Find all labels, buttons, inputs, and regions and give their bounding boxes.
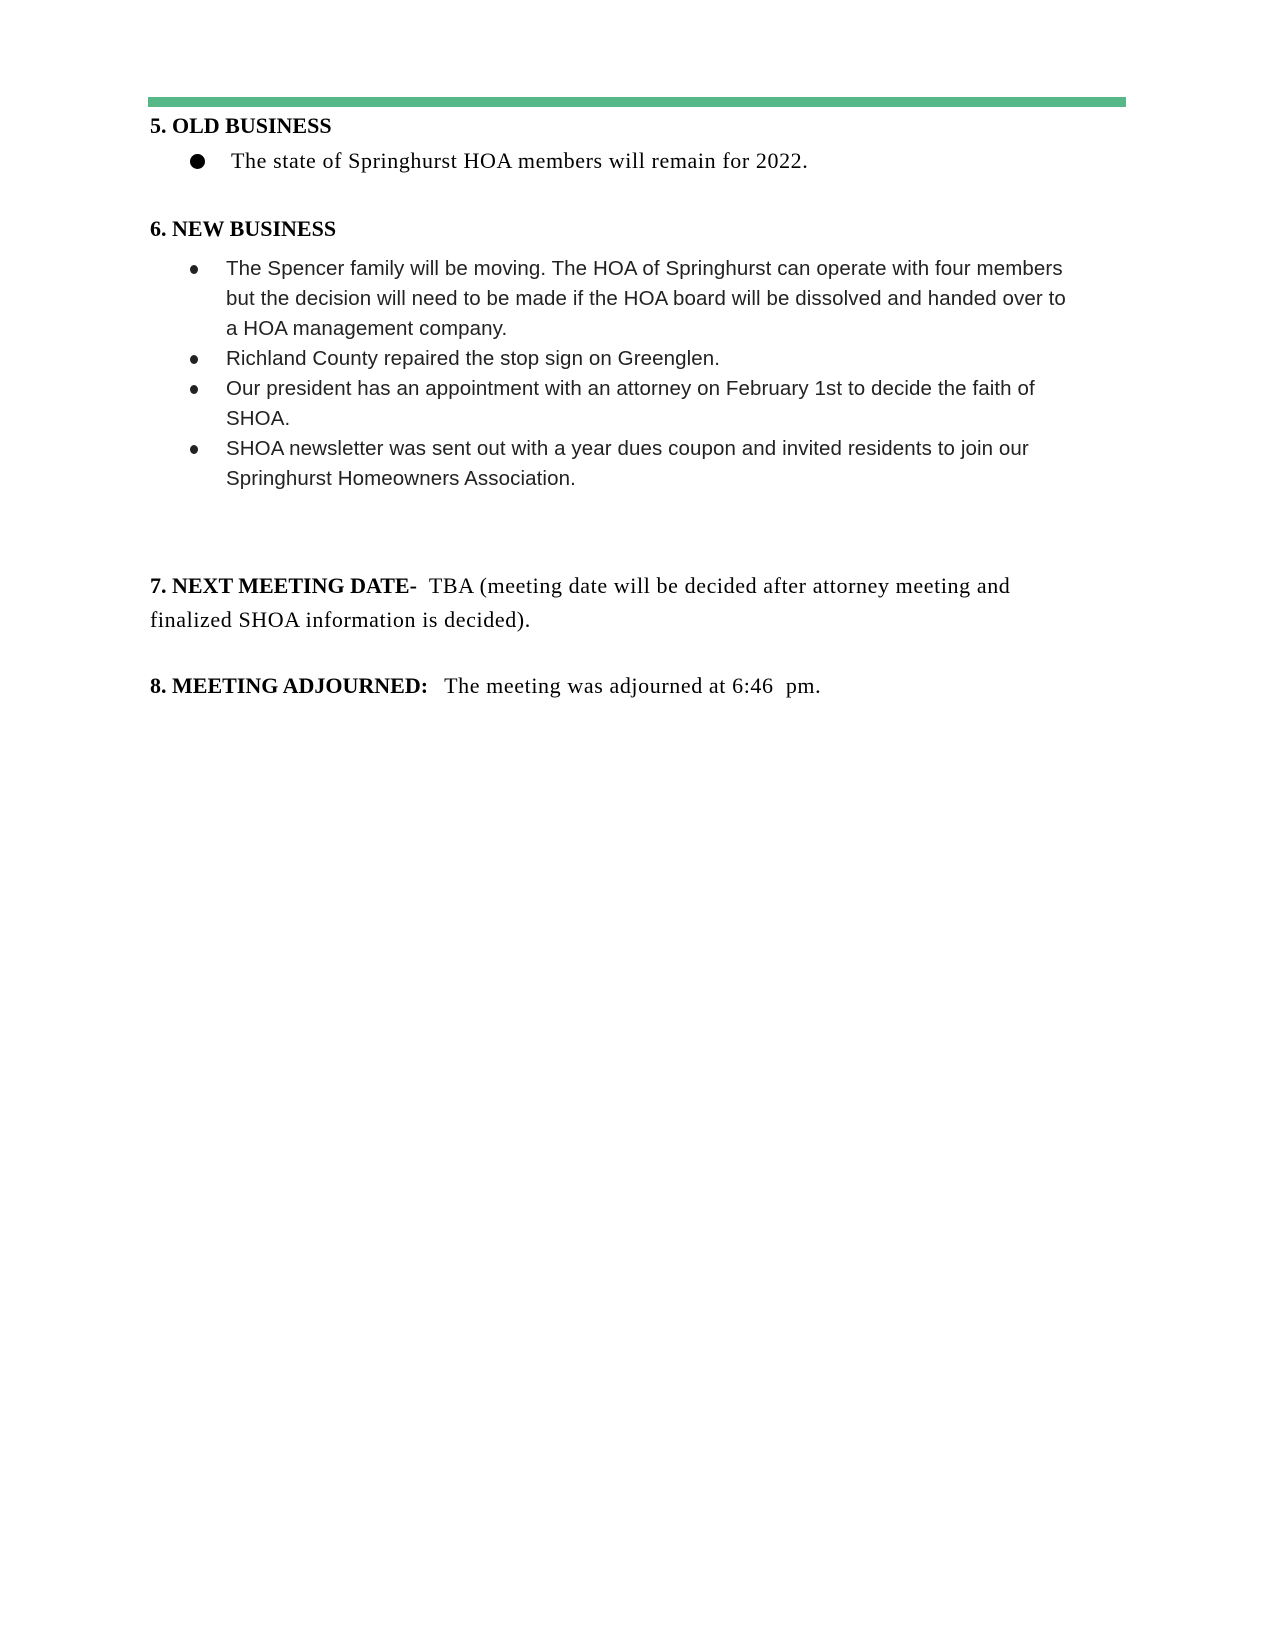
new-business-item-4-line-2: Springhurst Homeowners Association. <box>226 467 576 490</box>
section-divider-rule <box>148 97 1126 107</box>
adjourned-text: The meeting was adjourned at 6:46 pm. <box>444 673 822 698</box>
new-business-item-2-line-1: Richland County repaired the stop sign on Greenglen. <box>226 347 721 370</box>
next-meeting-line-1 <box>150 573 1010 599</box>
next-meeting-label: 7. NEXT MEETING DATE- <box>150 573 417 598</box>
adjourned-line <box>150 673 821 699</box>
adjourned-label: 8. MEETING ADJOURNED: <box>150 673 429 698</box>
new-business-item-1-line-2: but the decision will need to be made if the HOA board will be dissolved and handed over to <box>226 287 1066 310</box>
next-meeting-line-2: finalized SHOA information is decided). <box>150 607 531 632</box>
new-business-item-1-line-1: The Spencer family will be moving. The HOA of Springhurst can operate with four members <box>226 257 1063 280</box>
new-business-item-1-line-3: a HOA management company. <box>226 317 508 340</box>
new-business-item-3-line-2: SHOA. <box>226 407 291 430</box>
bullet-icon <box>190 154 205 169</box>
next-meeting-text: TBA (meeting date will be decided after attorney meeting and <box>428 573 1011 598</box>
new-business-item-3-line-1: Our president has an appointment with an attorney on February 1st to decide the faith of <box>226 377 1035 400</box>
old-business-heading: 5. OLD BUSINESS <box>150 113 332 138</box>
bullet-icon <box>190 445 198 454</box>
old-business-item: The state of Springhurst HOA members will remain for 2022. <box>231 148 809 173</box>
bullet-icon <box>190 355 198 364</box>
new-business-item-4-line-1: SHOA newsletter was sent out with a year dues coupon and invited residents to join our <box>226 437 1029 460</box>
new-business-heading: 6. NEW BUSINESS <box>150 216 337 241</box>
bullet-icon <box>190 385 198 394</box>
bullet-icon <box>190 265 198 274</box>
